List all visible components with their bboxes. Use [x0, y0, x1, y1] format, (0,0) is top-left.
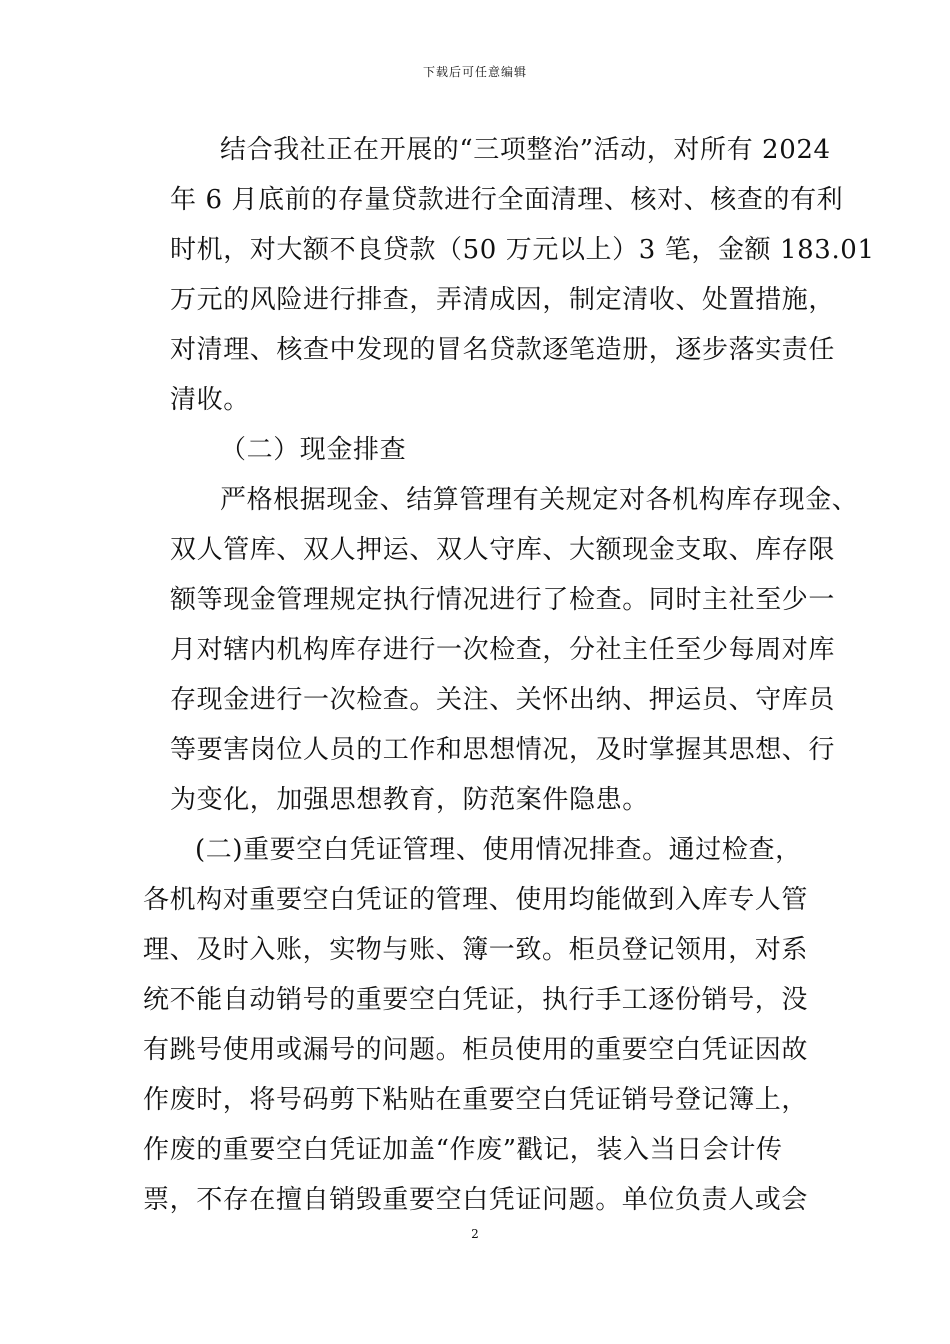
body-line: 年 6 月底前的存量贷款进行全面清理、核对、核查的有利 [170, 185, 844, 215]
page-number: 2 [471, 1227, 479, 1241]
body-line: 万元的风险进行排查，弄清成因，制定清收、处置措施， [170, 285, 836, 315]
body-line: 月对辖内机构库存进行一次检查，分社主任至少每周对库 [170, 635, 836, 665]
body-line: 为变化，加强思想教育，防范案件隐患。 [170, 785, 649, 815]
body-line: 等要害岗位人员的工作和思想情况，及时掌握其思想、行 [170, 735, 836, 765]
body-line: 作废时，将号码剪下粘贴在重要空白凭证销号登记簿上， [143, 1085, 809, 1115]
body-line: 理、及时入账，实物与账、簿一致。柜员登记领用，对系 [143, 935, 809, 965]
body-line: 清收。 [170, 385, 250, 415]
body-line: 各机构对重要空白凭证的管理、使用均能做到入库专人管 [143, 885, 809, 915]
body-line: 双人管库、双人押运、双人守库、大额现金支取、库存限 [170, 535, 836, 565]
body-line: 对清理、核查中发现的冒名贷款逐笔造册，逐步落实责任 [170, 335, 836, 365]
body-line: 统不能自动销号的重要空白凭证，执行手工逐份销号，没 [143, 985, 809, 1015]
body-line: 有跳号使用或漏号的问题。柜员使用的重要空白凭证因故 [143, 1035, 809, 1065]
section-heading: (二)重要空白凭证管理、使用情况排查。通过检查， [195, 835, 802, 865]
body-line: 额等现金管理规定执行情况进行了检查。同时主社至少一 [170, 585, 836, 615]
body-line: 票，不存在擅自销毁重要空白凭证问题。单位负责人或会 [143, 1185, 809, 1215]
section-heading: （二）现金排查 [220, 435, 407, 465]
body-line: 存现金进行一次检查。关注、关怀出纳、押运员、守库员 [170, 685, 836, 715]
body-line: 时机，对大额不良贷款（50 万元以上）3 笔，金额 183.01 [170, 235, 875, 265]
body-line: 严格根据现金、结算管理有关规定对各机构库存现金、 [220, 485, 859, 515]
body-line: 作废的重要空白凭证加盖“作废”戳记，装入当日会计传 [143, 1135, 783, 1165]
body-line: 结合我社正在开展的“三项整治”活动，对所有 2024 [220, 135, 831, 165]
page-header: 下载后可任意编辑 [422, 65, 527, 79]
